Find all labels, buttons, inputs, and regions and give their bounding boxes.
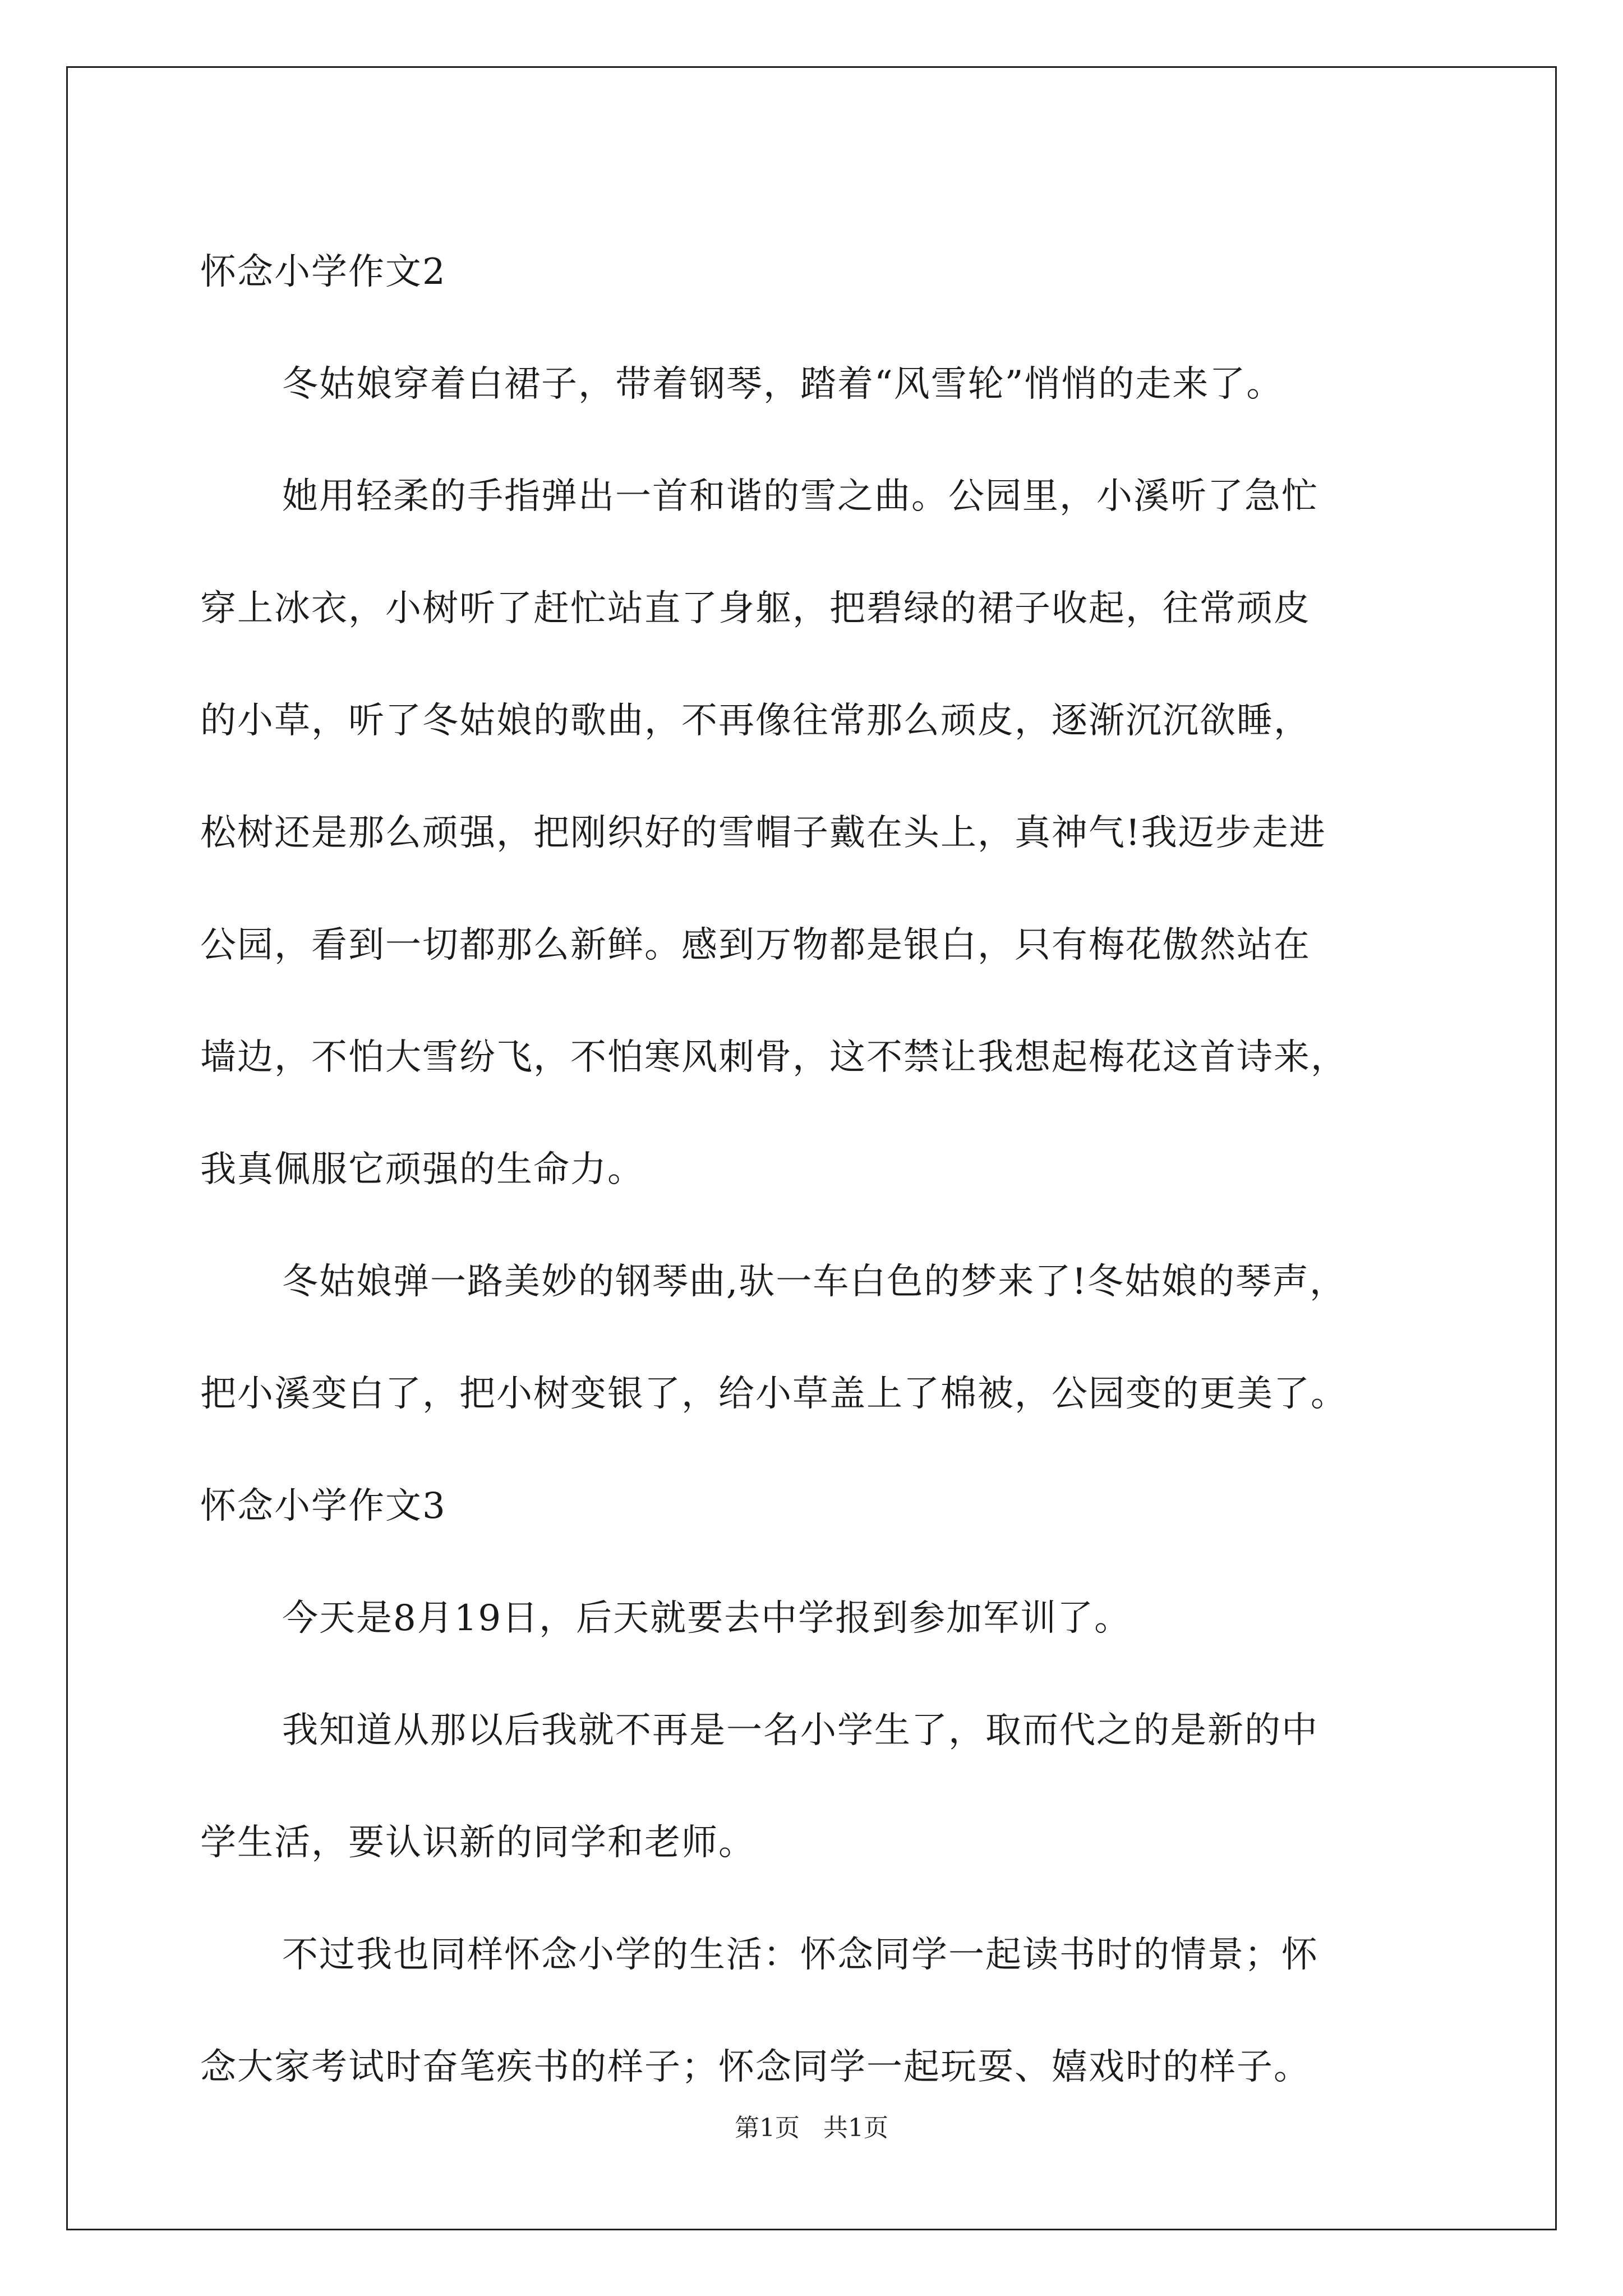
paragraph-line: 冬姑娘穿着白裙子，带着钢琴，踏着“风雪轮”悄悄的走来了。 — [282, 364, 1284, 405]
paragraph-line: 念大家考试时奋笔疾书的样子；怀念同学一起玩耍、嬉戏时的样子。 — [200, 2046, 1311, 2088]
page-number: 第1页 — [735, 2114, 800, 2142]
paragraph-line: 学生活，要认识新的同学和老师。 — [200, 1822, 755, 1864]
document-body — [200, 216, 1451, 2123]
paragraph-line: 松树还是那么顽强，把刚织好的雪帽子戴在头上，真神气!我迈步走进 — [200, 812, 1326, 854]
page-total: 共1页 — [823, 2114, 888, 2142]
paragraph-line: 我真佩服它顽强的生命力。 — [200, 1149, 644, 1190]
paragraph-line: 墙边，不怕大雪纷飞，不怕寒风刺骨，这不禁让我想起梅花这首诗来， — [200, 1037, 1348, 1078]
page-footer — [0, 2111, 1623, 2145]
paragraph-line: 穿上冰衣，小树听了赶忙站直了身躯，把碧绿的裙子收起，往常顽皮 — [200, 588, 1311, 629]
heading-essay-2: 怀念小学作文2 — [200, 251, 446, 293]
heading-essay-3: 怀念小学作文3 — [200, 1485, 446, 1527]
paragraph-line: 今天是8月19日，后天就要去中学报到参加军训了。 — [282, 1598, 1132, 1639]
paragraph-line: 公园，看到一切都那么新鲜。感到万物都是银白，只有梅花傲然站在 — [200, 924, 1311, 966]
paragraph-line: 她用轻柔的手指弹出一首和谐的雪之曲。公园里，小溪听了急忙 — [282, 476, 1318, 517]
paragraph-line: 把小溪变白了，把小树变银了，给小草盖上了棉被，公园变的更美了。 — [200, 1373, 1348, 1415]
paragraph-line: 冬姑娘弹一路美妙的钢琴曲,驮一车白色的梦来了!冬姑娘的琴声， — [282, 1261, 1347, 1303]
paragraph-line: 不过我也同样怀念小学的生活：怀念同学一起读书时的情景；怀 — [282, 1934, 1318, 1976]
paragraph-line: 的小草，听了冬姑娘的歌曲，不再像往常那么顽皮，逐渐沉沉欲睡， — [200, 700, 1311, 742]
paragraph-line: 我知道从那以后我就不再是一名小学生了，取而代之的是新的中 — [282, 1710, 1318, 1751]
